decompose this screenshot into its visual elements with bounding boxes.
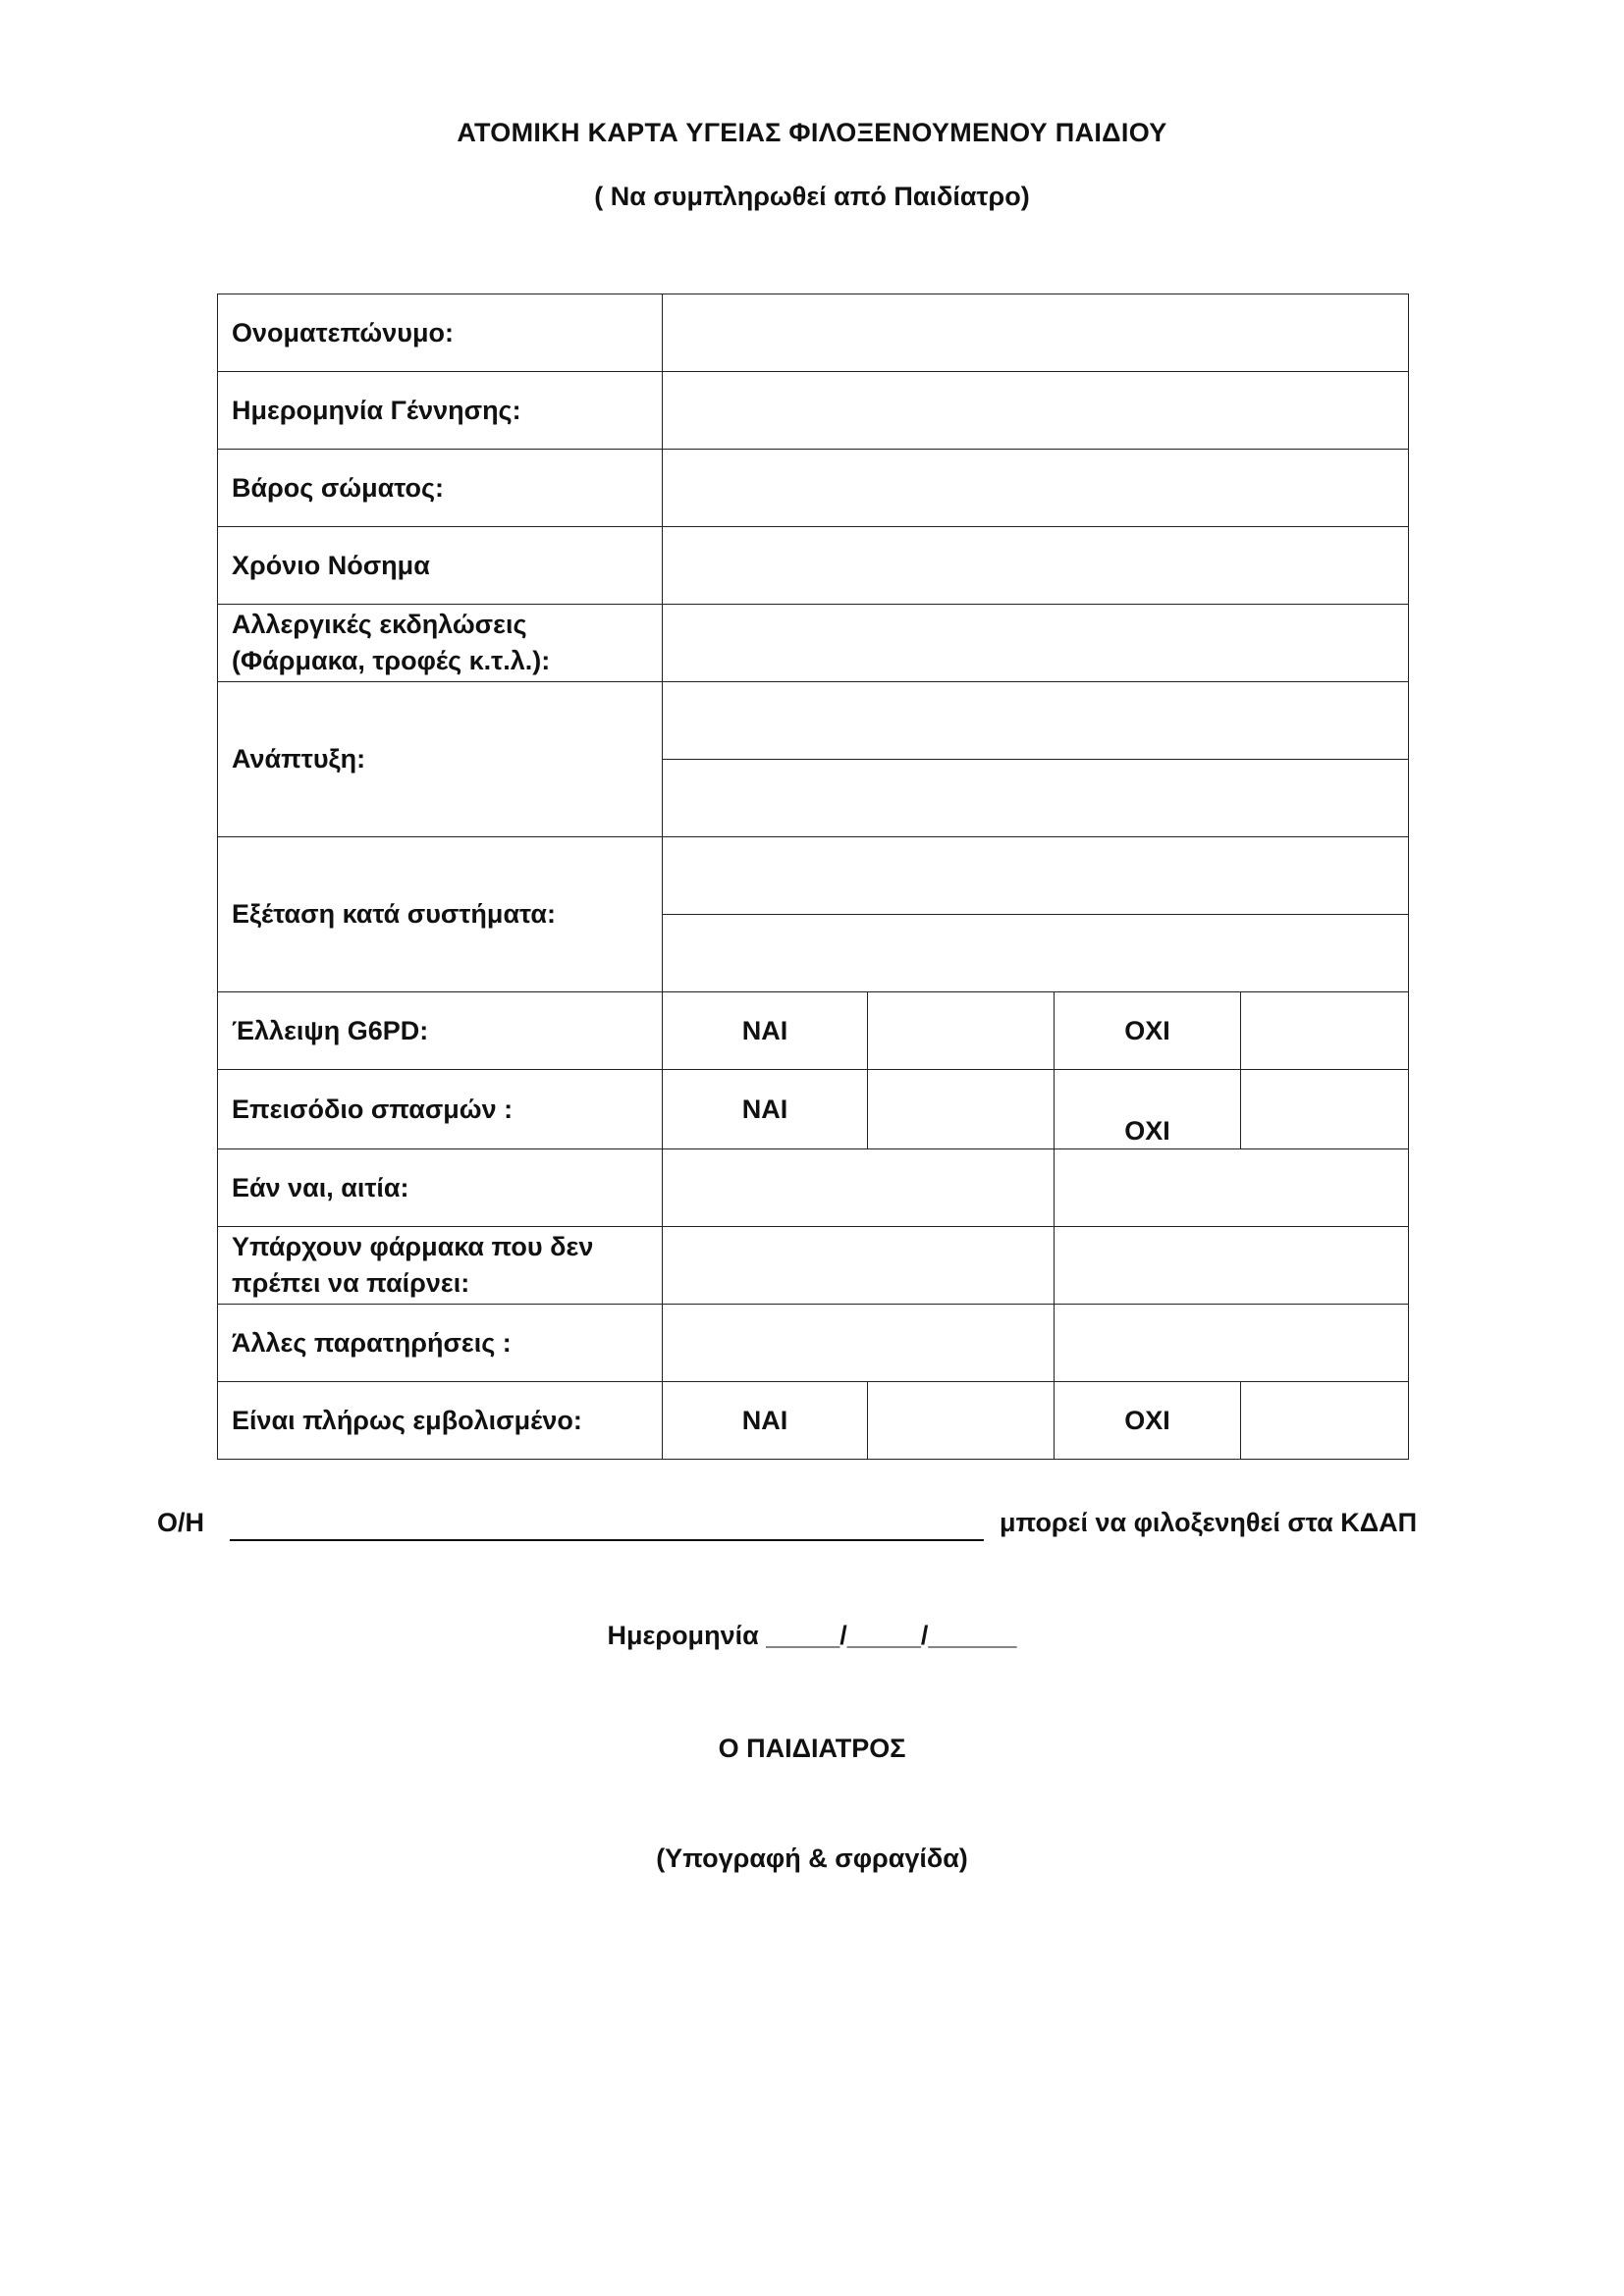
weight-label: Βάρος σώματος:: [218, 450, 663, 527]
table-row: [218, 1149, 1409, 1227]
forbidden-meds-field-1[interactable]: [663, 1227, 1055, 1305]
forbidden-meds-label-line1: Υπάρχουν φάρμακα που δεν: [232, 1232, 594, 1261]
systems-exam-label: Εξέταση κατά συστήματα:: [218, 837, 663, 992]
document-subtitle: ( Να συμπληρωθεί από Παιδίατρο): [594, 182, 1030, 211]
allergy-label-line1: Αλλεργικές εκδηλώσεις: [232, 610, 527, 639]
vaccinated-no-box[interactable]: [1241, 1382, 1409, 1460]
seizure-label: Επεισόδιο σπασμών :: [218, 1070, 663, 1149]
pass-suffix: μπορεί να φιλοξενηθεί στα ΚΔΑΠ: [1000, 1508, 1418, 1537]
table-row: [218, 1227, 1409, 1305]
child-name-blank[interactable]: [230, 1539, 984, 1541]
systems-exam-field-1[interactable]: [663, 837, 1409, 915]
remarks-field-2[interactable]: [1055, 1305, 1409, 1382]
g6pd-label: Έλλειψη G6PD:: [218, 992, 663, 1070]
chronic-disease-field[interactable]: [663, 527, 1409, 605]
table-row: [218, 372, 1409, 450]
pass-prefix: Ο/Η: [157, 1508, 205, 1537]
development-field-1[interactable]: [663, 682, 1409, 760]
table-row: [218, 1382, 1409, 1460]
cause-label: Εάν ναι, αιτία:: [218, 1149, 663, 1227]
allergy-label: [218, 605, 663, 682]
development-label: Ανάπτυξη:: [218, 682, 663, 837]
forbidden-meds-label-line2: πρέπει να παίρνει:: [232, 1268, 470, 1298]
seizure-yes-label: ΝΑΙ: [663, 1070, 868, 1149]
table-row: [218, 837, 1409, 915]
allergy-field[interactable]: [663, 605, 1409, 682]
forbidden-meds-field-2[interactable]: [1055, 1227, 1409, 1305]
document-title: ΑΤΟΜΙΚΗ ΚΑΡΤΑ ΥΓΕΙΑΣ ΦΙΛΟΞΕΝΟΥΜΕΝΟΥ ΠΑΙΔΙΟΥ: [457, 118, 1167, 147]
table-row: [218, 1305, 1409, 1382]
seizure-no-label: ΟΧΙ: [1055, 1070, 1241, 1149]
signature-note: (Υπογραφή & σφραγίδα): [656, 1843, 968, 1873]
chronic-disease-label: Χρόνιο Νόσημα: [218, 527, 663, 605]
table-row: [218, 450, 1409, 527]
systems-exam-field-2[interactable]: [663, 915, 1409, 992]
vaccinated-no-label: ΟΧΙ: [1055, 1382, 1241, 1460]
cause-field-2[interactable]: [1055, 1149, 1409, 1227]
name-label: Ονοματεπώνυμο:: [218, 294, 663, 372]
birth-date-field[interactable]: [663, 372, 1409, 450]
vaccinated-label: Είναι πλήρως εμβολισμένο:: [218, 1382, 663, 1460]
g6pd-yes-label: ΝΑΙ: [663, 992, 868, 1070]
allergy-label-line2: (Φάρμακα, τροφές κ.τ.λ.):: [232, 646, 551, 675]
vaccinated-yes-label: ΝΑΙ: [663, 1382, 868, 1460]
health-card-table: [217, 294, 1409, 1460]
name-field[interactable]: [663, 294, 1409, 372]
remarks-field-1[interactable]: [663, 1305, 1055, 1382]
table-row: [218, 605, 1409, 682]
seizure-no-box[interactable]: [1241, 1070, 1409, 1149]
g6pd-yes-box[interactable]: [868, 992, 1055, 1070]
g6pd-no-box[interactable]: [1241, 992, 1409, 1070]
remarks-label: Άλλες παρατηρήσεις :: [218, 1305, 663, 1382]
g6pd-no-label: ΟΧΙ: [1055, 992, 1241, 1070]
weight-field[interactable]: [663, 450, 1409, 527]
seizure-yes-box[interactable]: [868, 1070, 1055, 1149]
pediatrician-title: Ο ΠΑΙΔΙΑΤΡΟΣ: [718, 1734, 906, 1763]
table-row: [218, 527, 1409, 605]
table-row: [218, 992, 1409, 1070]
date-line[interactable]: Ημερομηνία _____/_____/______: [607, 1621, 1017, 1650]
vaccinated-yes-box[interactable]: [868, 1382, 1055, 1460]
table-row: [218, 294, 1409, 372]
development-field-2[interactable]: [663, 760, 1409, 837]
table-row: [218, 682, 1409, 760]
forbidden-meds-label: [218, 1227, 663, 1305]
table-row: [218, 1070, 1409, 1149]
birth-date-label: Ημερομηνία Γέννησης:: [218, 372, 663, 450]
cause-field-1[interactable]: [663, 1149, 1055, 1227]
